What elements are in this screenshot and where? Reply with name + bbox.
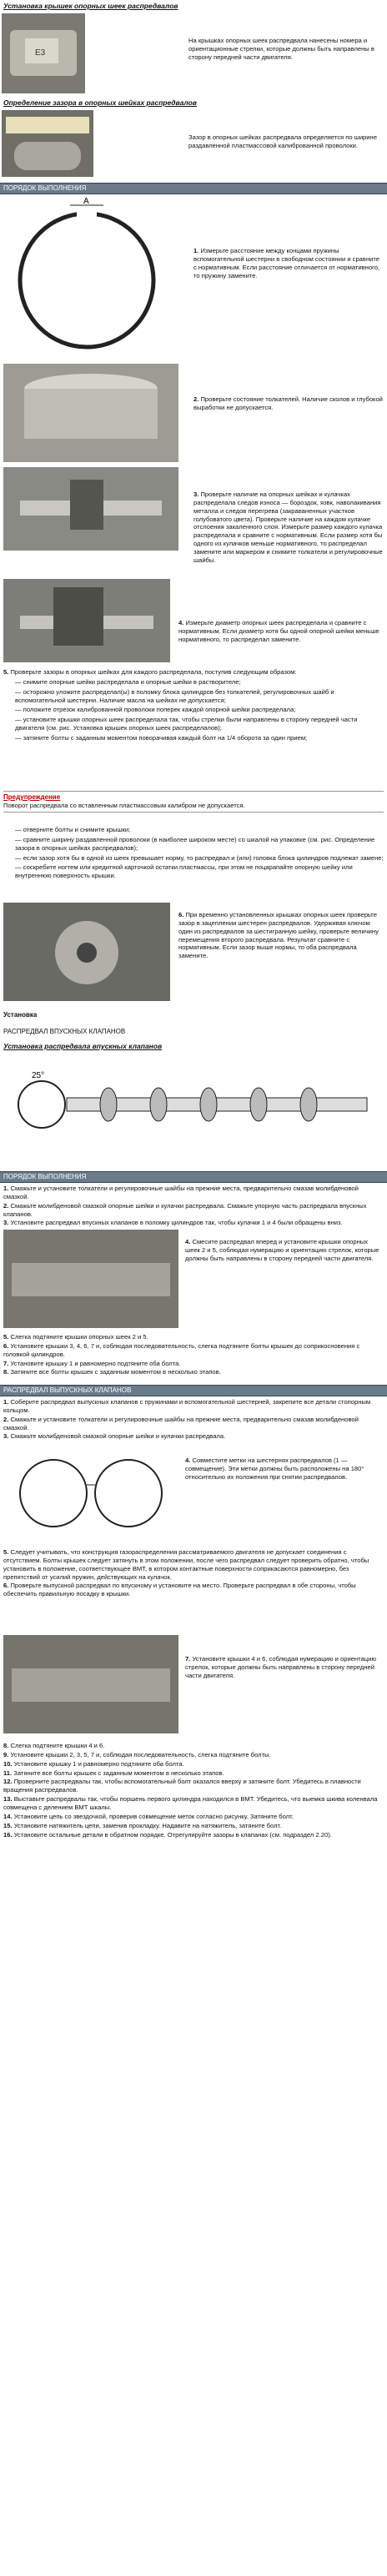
order-bar: ПОРЯДОК ВЫПОЛНЕНИЯ — [0, 1171, 387, 1183]
order-bar: РАСПРЕДВАЛ ВЫПУСКНЫХ КЛАПАНОВ — [0, 1385, 387, 1396]
intake-steps-2: 5. Слегка подтяните крышки опорных шеек 2 и 5. 6. Установите крышки 3, 4, 6, 7 и, соблюдая последовательность, слегка подтяните болты крышек до соприкосновения с головкой цилиндров. 7. Установите крышку 1 и равномерно подтяните оба болта. 8. Затяните все болты крышек с заданным моментом в несколько этапов. — [3, 1333, 360, 1376]
section-text: Зазор в опорных шейках распредвала определяется по ширине раздавленной пластмассовой калиброванной проволоки. — [188, 133, 377, 149]
photo-exhaust-install — [3, 1635, 178, 1733]
exhaust-steps: 1. Соберите распредвал выпускных клапанов с пружинами и вспомогательной шестерней, закрепите все детали стопорным кольцом. 2. Смажьте и установите толкатели и регулировочные шайбы на прежние места, предварительно смазав молибденовой смазкой. 3. Смажьте молибденовой смазкой опорные шейки и кулачки распредвала. — [3, 1398, 371, 1441]
exhaust-step-7: 7. Установите крышки 4 и 6, соблюдая нумерацию и ориентацию стрелок, которые должны быть направлены в сторону передней части двигателя. — [185, 1655, 377, 1679]
step-3: 3. Проверьте наличие на опорных шейках и кулачках распределала следов износа — бороздок, язвк, наволакивания металла и следов перегрева (закраваненных участков голубоватого цвета). Проверьте наличие на каждом кулачке отслоения закаленного слоя. Измерьте размер каждого кулачка распределала и сравните с нормативным. Если размер хотя бы одного из кулачков меньше нормативного, то распределал замените или маркером и снимите толкатели и регулировочные шайбы. — [194, 491, 383, 564]
photo-tappet — [3, 364, 178, 462]
intake-steps: 1. Смажьте и установите толкатели и регулировочные шайбы на прежние места, предварительно смазав молибденовой смазкой. 2. Смажьте молибденовой смазкой опорные шейки и кулачки распредвала. Смажьте упорную часть распредвала впускных клапанов. 3. Установите распредвал впускных клапанов в поломку цилиндров так, чтобы кулачки 1 и 4 были обращены вниз. — [3, 1185, 367, 1227]
install-sub1: РАСПРЕДВАЛ ВПУСКНЫХ КЛАПАНОВ — [3, 1028, 126, 1036]
step-5: 5. Проверьте зазоры в опорных шейках для каждого распределала, поступив следующим образом: — снимите опорные шейки распределала и опорные шейки в растворителе; — осторожно уложите распределал(ы) в поломку блока цилиндров без толкателей, регулировочных шайб и вспомогательной шестерни. Наличие масла на шейках не допускается; — положите отрезок калиброванной проволоки поперек каждой опорной шейки распределала; — установите крышки опорных шеек распределала так, чтобы стрелки были направлены в сторону передней части двигателя (см. рис. Установка крышек опорных шеек распределалов); — затяните болты с заданным моментом поворачивая каждый болт на 1/4 оборота за один прием; — [3, 668, 358, 742]
step-2: 2. Проверьте состояние толкателей. Наличие сколов и глубокой выработки не допускается. — [194, 395, 383, 411]
install-section — [0, 1011, 387, 1053]
exhaust-step-4: 4. Совместите метки на шестернях распредвалов (1 — совмещение). Эти метки должны быть расположены на 180° относительно их положения при снятии распредвалов. — [185, 1457, 364, 1481]
warning-block — [0, 789, 387, 814]
section-text: На крышках опорных шеек распредвала нанесены номера и ориентационные стрелки, которые должны быть направлены в сторону передней части двигателя. — [188, 37, 374, 61]
step-6: 6. При временно установленных крышках опорных шеек проверьте зазор в зацеплении шестерен распредвалов. Удерживая ключом один из распредвалов за шестигранную шейку, проверьте величину перемещения второго распредвала. Результат сравните с нормативным. Если зазор выше нормы, то оба распредвала замените. — [178, 911, 379, 960]
svg-text:E3: E3 — [35, 48, 46, 58]
warning-title: Предупреждение — [3, 793, 61, 801]
diagram-gear-marks — [3, 1443, 178, 1542]
photo-journal-measure — [3, 579, 170, 662]
warning-text: Поворот распредвала со вставленным пластмассовым калибром не допускается. — [3, 802, 245, 810]
photo-plastigage — [2, 110, 93, 177]
section-title: Установка крышек опорных шеек распредвалов — [3, 2, 178, 10]
svg-text:A: A — [83, 197, 89, 206]
install-title: Установка — [3, 1011, 38, 1019]
svg-text:25°: 25° — [32, 1071, 45, 1080]
step-4: 4. Измерьте диаметр опорных шеек распределала и сравните с нормативным. Если диаметр хотя бы одной опорной шейки меньше нормативного, то распределал замените. — [178, 619, 379, 643]
photo-cam-caps — [2, 13, 85, 93]
order-bar: ПОРЯДОК ВЫПОЛНЕНИЯ — [0, 183, 387, 194]
photo-intake-install — [3, 1230, 178, 1328]
photo-gear-backlash — [3, 903, 170, 1001]
section-clearance — [0, 97, 387, 109]
exhaust-steps-2: 5. Следует учитывать, что конструкция газораспределения рассматриваемого двигателя не допускает соединения с отсутствием. Болты крышек следует затянуть в этом положении, после чего распредвал следует проверить обратно, чтобы установить в положение, соответствующее ВМТ, в котором контактные поверхности соприкасаются равномерно, без препятствий от усилий пружин, действующих на кулачок. 6. Проверьте выпускной распредвал по впускному и установите на место. Проверьте распредвал в обе стороны, чтобы обеспечить правильную посадку в крышки. — [3, 1548, 369, 1598]
intake-step-4: 4. Смесите распредвал вперед и установите крышки опорных шеек 2 и 5, соблюдая нумерацию и ориентацию стрелок, которые должны быть направлены в сторону передней части двигателя. — [185, 1238, 379, 1262]
after-steps: — отверните болты и снимите крышки; — сравните ширину раздавленной проволоки (в наиболее широком месте) со шкалой на упаковке (см. рис. Определение зазора в опорных шейках распредвалов); — если зазор хотя бы в одной из шеек превышает норму, то распредвал и (или) головка блока цилиндров подлежат замене; — соскребите ногтем или кредитной карточкой остатки пластмассы, при этом не поцарапайте опорную шейку или внутреннюю поверхность крышки. — [15, 826, 384, 880]
step-1: 1. Измерьте расстояние между концами пружины вспомогательной шестерни в свободном состоянии и сравните с нормативным. Если расстояние отличается от нормативного, то пружину замените. — [194, 247, 380, 279]
diagram-intake-cam — [8, 1063, 379, 1163]
section-cap-install — [0, 0, 387, 13]
install-sub2: Установка распредвала впускных клапанов — [3, 1041, 163, 1050]
photo-cam-measure — [3, 467, 178, 551]
exhaust-steps-3: 8. Слегка подтяните крышки 4 и 6. 9. Установите крышки 2, 3, 5, 7 и, соблюдая последовательность, слегка подтяните болты. 10. Установите крышку 1 и равномерно подтяните оба болта. 11. Затяните все болты крышек с заданным моментом в несколько этапов. 12. Проверните распредвалы так, чтобы вспомогательный болт оказался вверху и затяните болт. Убедитесь в плавности вращения распредвалов. 13. Выставьте распредвалы так, чтобы поршень первого цилиндра находился в ВМТ. Убедитесь, что выемка шкива коленвала совмещена с делением ВМТ шкалы. 14. Установите цепь со звездочкой, проверив совмещение меток согласно рисунку. Затяните болт. 15. Установите натяжитель цепи, заменив прокладку. Надавите на натяжитель, затяните болт. 16. Установите остальные детали в обратном порядке. Отрегулируйте зазоры в клапанах (см. подраздел 2.20). — [3, 1742, 378, 1839]
illustration-spring — [3, 197, 170, 355]
section-title: Определение зазора в опорных шейках распредвалов — [3, 98, 197, 107]
